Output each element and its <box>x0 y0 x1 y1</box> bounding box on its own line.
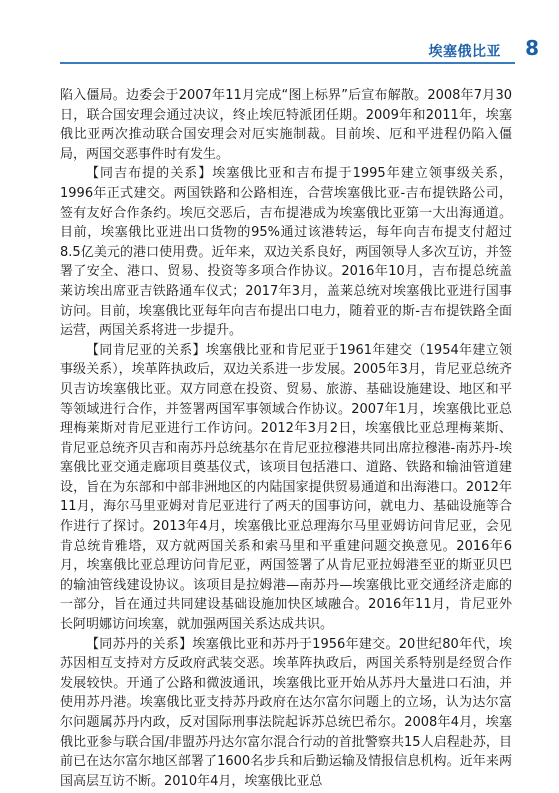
page-number: 8 <box>525 36 539 60</box>
body-text <box>60 86 512 791</box>
paragraph-kenya: 【同肯尼亚的关系】埃塞俄比亚和肯尼亚于1961年建交（1954年建立领事级关系），埃革阵执政后，双边关系进一步发展。2005年3月，肯尼亚总统齐贝吉访埃塞俄比亚。双方同意在投资、贸易、旅游、基础设施建设、地区和平等领域进行合作，并签署两国军事领域合作协议。2007年1月，埃塞俄比亚总理梅莱斯对肯尼亚进行工作访问。2012年3月2日，埃塞俄比亚总理梅莱斯、肯尼亚总统齐贝吉和南苏丹总统基尔在肯尼亚拉穆港共同出席拉穆港-南苏丹-埃塞俄比亚交通走廊项目奠基仪式，该项目包括港口、道路、铁路和输油管道建设，旨在为东部和中部非洲地区的内陆国家提供贸易通道和出海港口。2012年11月，海尔马里亚姆对肯尼亚进行了两天的国事访问，就电力、基础设施等合作进行了探讨。2013年4月，埃塞俄比亚总理海尔马里亚姆访问肯尼亚，会见肯总统肯雅塔，双方就两国关系和索马里和平重建问题交换意见。2016年6月，埃塞俄比亚总理访问肯尼亚，两国签署了从肯尼亚拉姆港至亚的斯亚贝巴的输油管线建设协议。该项目是拉姆港—南苏丹—埃塞俄比亚交通经济走廊的一部分，旨在通过共同建设基础设施加快区域融合。2016年11月，肯尼亚外长阿明娜访问埃塞，就加强两国关系达成共识。 <box>60 342 512 633</box>
paragraph-djibouti: 【同吉布提的关系】埃塞俄比亚和吉布提于1995年建立领事级关系，1996年正式建交。两国铁路和公路相连，合营埃塞俄比亚-吉布提铁路公司，签有友好合作条约。埃厄交恶后，吉布提港成为埃塞俄比亚第一大出海通道。目前，埃塞俄比亚进出口货物的95%通过该港转运，每年向吉布提支付超过8.5亿美元的港口使用费。近年来，双边关系良好，两国领导人多次互访，并签署了安全、港口、贸易、投资等多项合作协议。2016年10月，吉布提总统盖莱访埃出席亚吉铁路通车仪式；2017年3月，盖莱总统对埃塞俄比亚进行国事访问。目前，埃塞俄比亚每年向吉布提出口电力，随着亚的斯-吉布提铁路全面运营，两国关系将进一步提升。 <box>60 166 512 339</box>
section-title: 埃塞俄比亚 <box>428 44 501 60</box>
paragraph-continuation: 陷入僵局。边委会于2007年11月完成“图上标界”后宣布解散。2008年7月30日，联合国安理会通过决议，终止埃厄特派团任期。2009年和2011年，埃塞俄比亚两次推动联合国安理会对厄实施制裁。目前埃、厄和平进程仍陷入僵局，两国交恶事件时有发生。 <box>60 88 512 162</box>
paragraph-sudan: 【同苏丹的关系】埃塞俄比亚和苏丹于1956年建交。20世纪80年代，埃苏因相互支持对方反政府武装交恶。埃革阵执政后，两国关系特别是经贸合作发展较快。开通了公路和微波通讯，埃塞俄比亚开始从苏丹大量进口石油，并使用苏丹港。埃塞俄比亚支持苏丹政府在达尔富尔问题上的立场，认为达尔富尔问题属苏丹内政，反对国际刑事法院起诉苏总统巴希尔。2008年4月，埃塞俄比亚参与联合国/非盟苏丹达尔富尔混合行动的首批警察共15人启程赴苏，目前已在达尔富尔地区部署了1600名步兵和后勤运输及情报信息机构。近年来两国高层互访不断。2010年4月，埃塞俄比亚总 <box>60 636 512 789</box>
page-header <box>0 38 559 78</box>
header-rule <box>60 62 515 64</box>
